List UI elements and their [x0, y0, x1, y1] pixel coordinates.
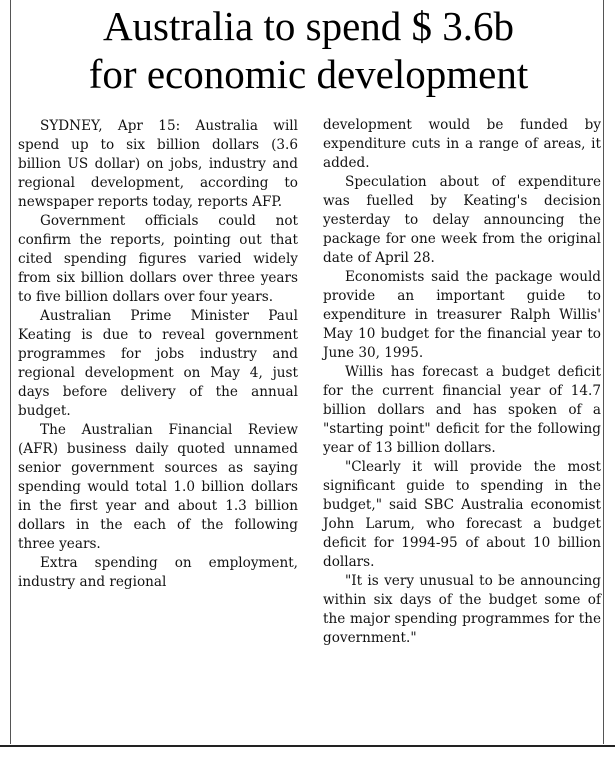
- right-border-rule: [603, 0, 604, 744]
- paragraph: Speculation about of expenditure was fuelled by Keating's decision yesterday to delay announcing the package for one week from the original date of April 28.: [323, 174, 601, 266]
- paragraph: Government officials could not confirm the reports, pointing out that cited spending figures varied widely from six billion dollars over three years to five billion dollars over four years.: [18, 213, 298, 305]
- paragraph: The Australian Financial Review (AFR) business daily quoted unnamed senior government sources as saying spending would total 1.0 billion dollars in the first year and about 1.3 billion dollars in the each of the following three years.: [18, 422, 298, 552]
- headline: [16, 2, 601, 98]
- paragraph: "Clearly it will provide the most significant guide to spending in the budget," said SBC Australia economist John Larum, who forecast a budget deficit for 1994-95 of about 10 billion dollars.: [323, 459, 601, 570]
- paragraph: Extra spending on employment, industry and regional: [18, 555, 298, 590]
- paragraph-continued: development would be funded by expenditure cuts in a range of areas, it added.: [323, 117, 601, 171]
- bottom-rule: [0, 745, 615, 747]
- headline-line-2: for economic development: [88, 51, 529, 97]
- headline-line-1: Australia to spend $ 3.6b: [102, 3, 515, 49]
- paragraph: SYDNEY, Apr 15: Australia will spend up to six billion dollars (3.6 billion US dollar) on jobs, industry and regional development, according to newspaper reports today, reports AFP.: [18, 118, 298, 210]
- paragraph: "It is very unusual to be announcing within six days of the budget some of the major spending programmes for the government.": [323, 573, 601, 646]
- right-column: [323, 116, 601, 648]
- paragraph: Willis has forecast a budget deficit for the current financial year of 14.7 billion dollars and has spoken of a "starting point" deficit for the following year of 13 billion dollars.: [323, 364, 601, 456]
- left-border-rule: [10, 0, 11, 744]
- paragraph: Economists said the package would provide an important guide to expenditure in treasurer Ralph Willis' May 10 budget for the financial year to June 30, 1995.: [323, 269, 601, 361]
- left-column: [18, 117, 298, 592]
- paragraph: Australian Prime Minister Paul Keating is due to reveal government programmes for jobs industry and regional development on May 4, just days before delivery of the annual budget.: [18, 308, 298, 419]
